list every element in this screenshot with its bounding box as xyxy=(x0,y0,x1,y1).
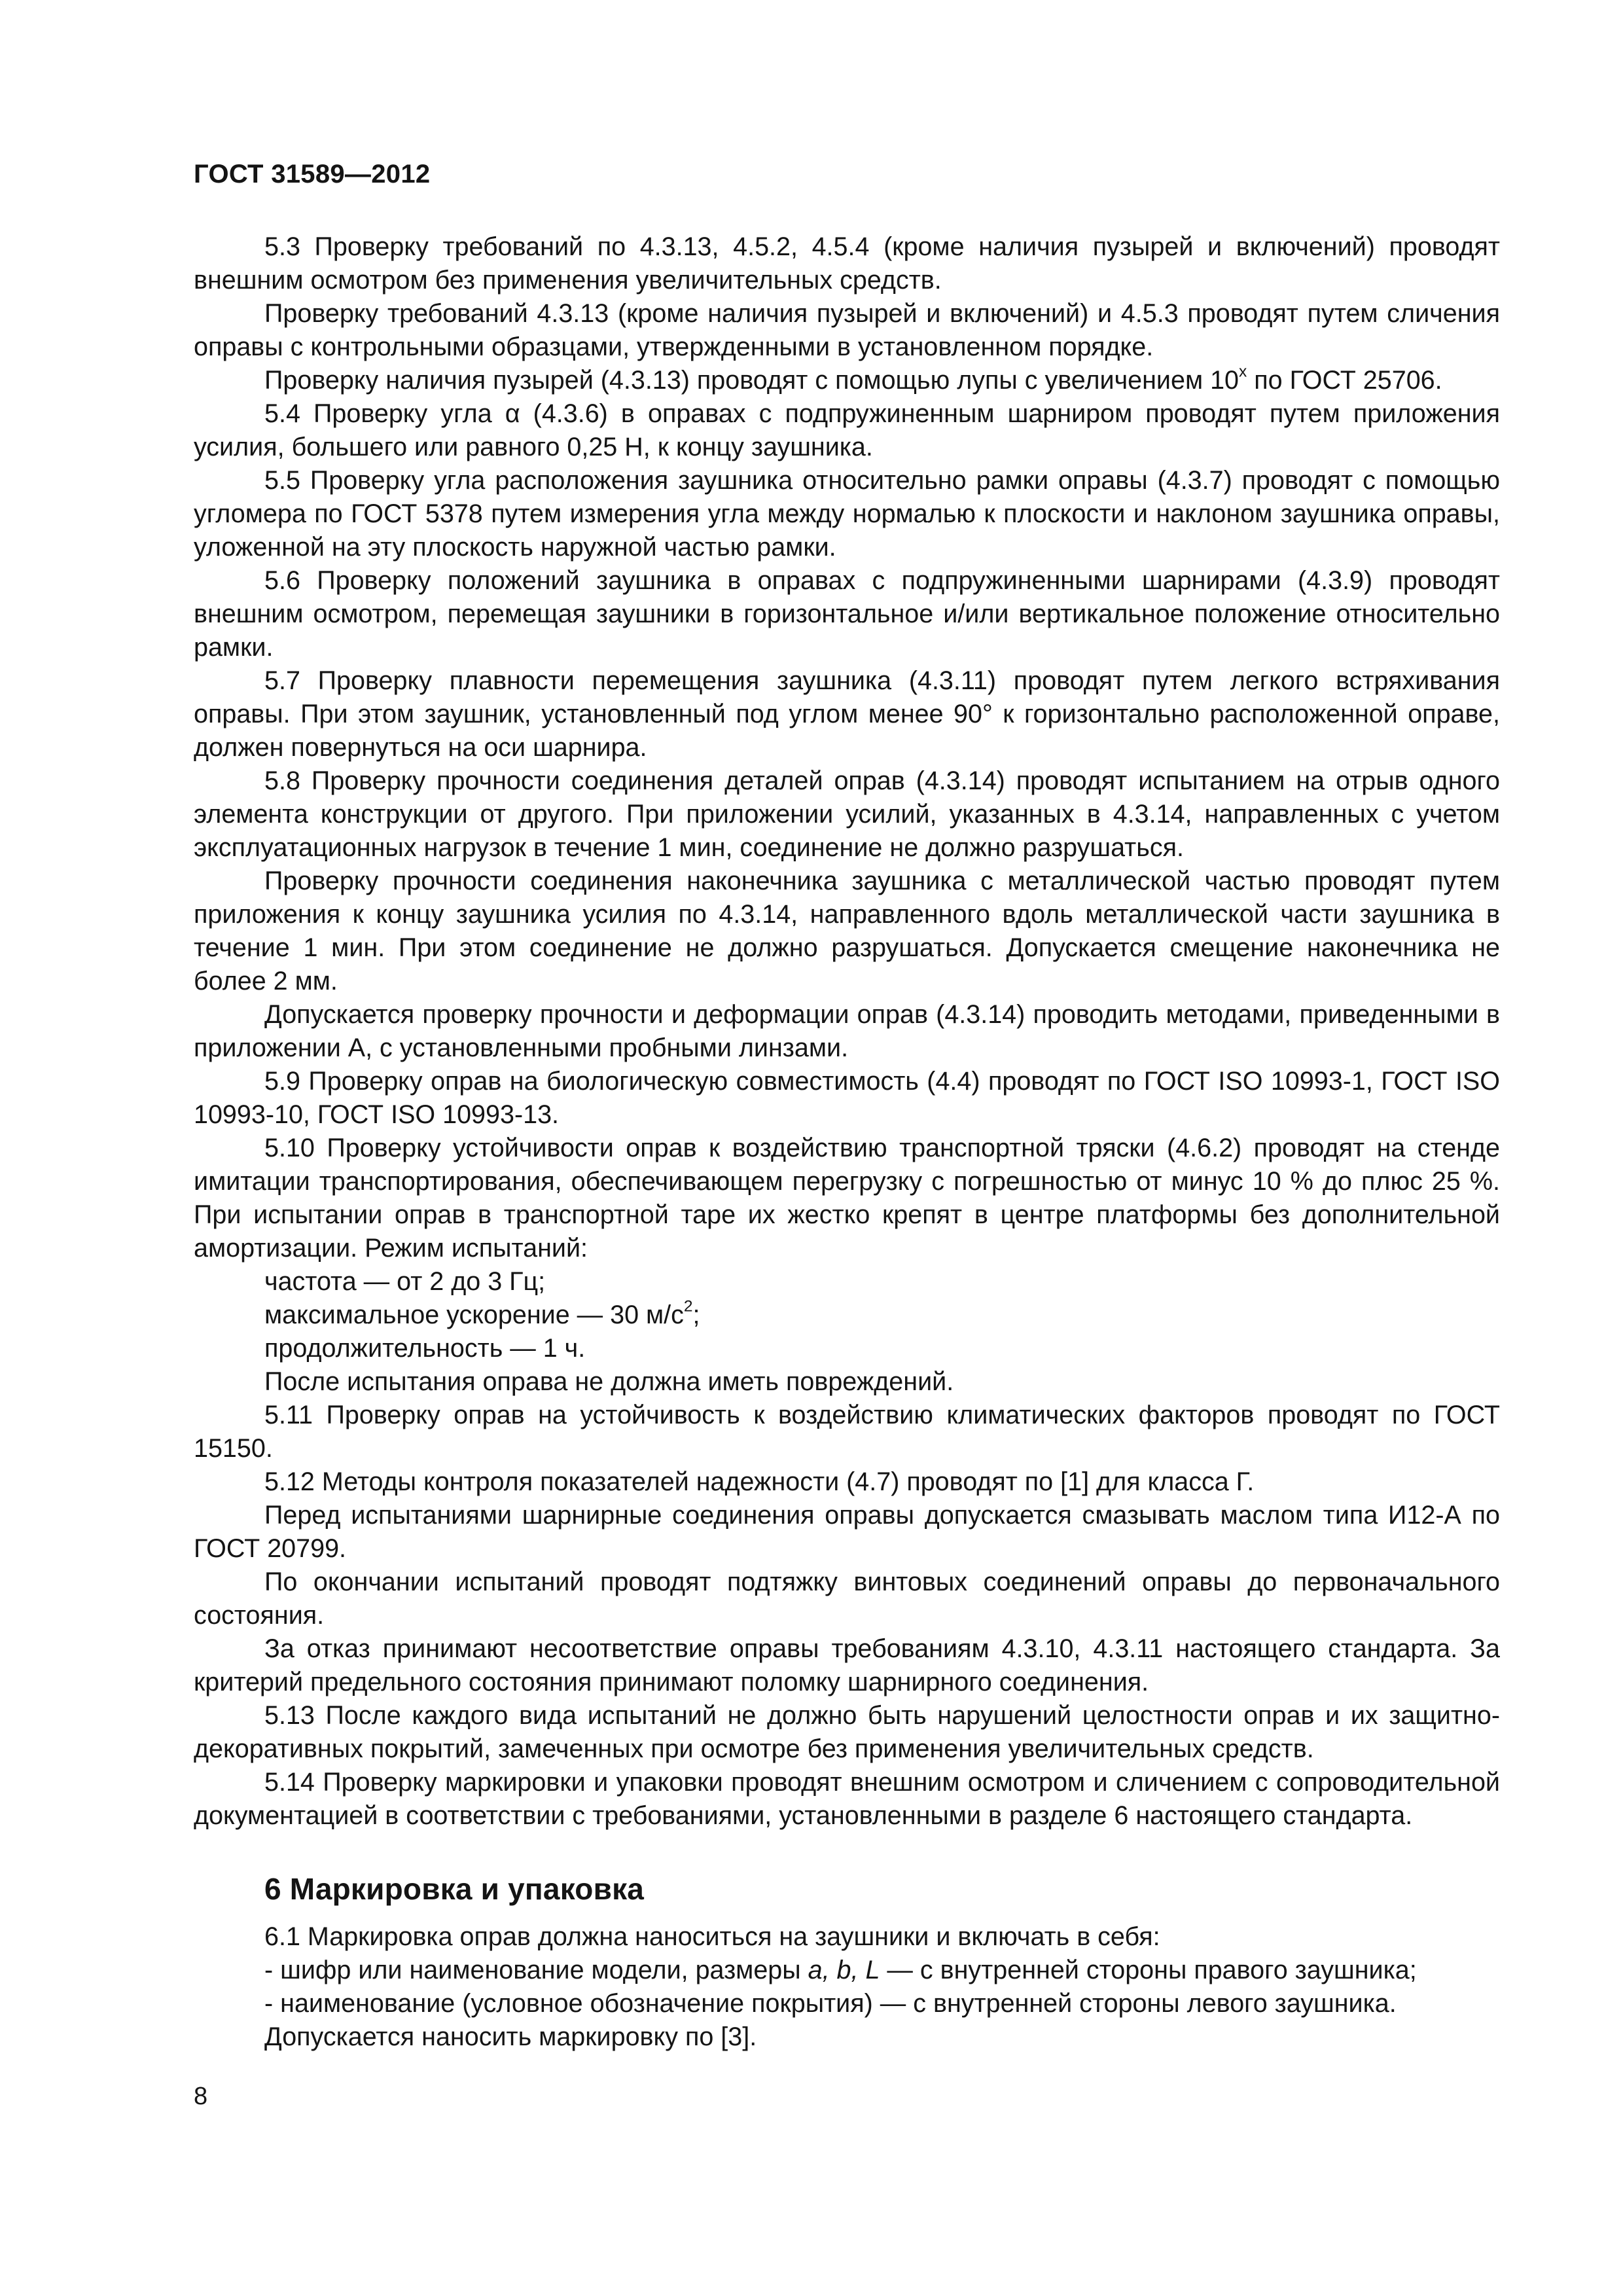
paragraph: 5.6 Проверку положений заушника в оправах с подпружиненными шарнирами (4.3.9) проводят внешним осмотром, перемещая заушники в горизонтальное и/или вертикальное положение относительно рамки. xyxy=(194,566,1500,662)
paragraph: 5.9 Проверку оправ на биологическую совместимость (4.4) проводят по ГОСТ ISO 10993-1, ГОСТ ISO 10993-10, ГОСТ ISO 10993-13. xyxy=(194,1067,1500,1129)
paragraph: Допускается проверку прочности и деформации оправ (4.3.14) проводить методами, приведенными в приложении А, с установленными пробными линзами. xyxy=(194,1000,1500,1062)
document-header: ГОСТ 31589—2012 xyxy=(194,160,431,188)
paragraph-text: по ГОСТ 25706. xyxy=(1247,366,1442,395)
paragraph: Проверку прочности соединения наконечника заушника с металлической частью проводят путем приложения к концу заушника усилия по 4.3.14, направленного вдоль металлической части заушника в течение 1 мин. При этом соединение не должно разрушаться. Допускается смещение наконечника не более 2 мм. xyxy=(194,867,1500,996)
paragraph: 5.12 Методы контроля показателей надежности (4.7) проводят по [1] для класса Г. xyxy=(264,1467,1255,1496)
list-line: частота — от 2 до 3 Гц; xyxy=(264,1267,546,1296)
paragraph: 5.4 Проверку угла α (4.3.6) в оправах с подпружиненным шарниром проводят путем приложения усилия, большего или равного 0,25 Н, к концу заушника. xyxy=(194,399,1500,461)
superscript: x xyxy=(1239,363,1247,381)
paragraph: 5.10 Проверку устойчивости оправ к воздействию транспортной тряски (4.6.2) проводят на стенде имитации транспортирования, обеспечивающем перегрузку с погрешностью от минус 10 % до плюс 25 %. При испытании оправ в транспортной таре их жестко крепят в центре платформы без дополнительной амортизации. Режим испытаний: xyxy=(194,1134,1500,1263)
paragraph: По окончании испытаний проводят подтяжку винтовых соединений оправы до первоначального состояния. xyxy=(194,1568,1500,1630)
paragraph-text: Проверку наличия пузырей (4.3.13) проводят с помощью лупы с увеличением 10 xyxy=(264,366,1240,395)
paragraph: Перед испытаниями шарнирные соединения оправы допускается смазывать маслом типа И12-А по ГОСТ 20799. xyxy=(194,1501,1500,1563)
paragraph: 6.1 Маркировка оправ должна наноситься на заушники и включать в себя: xyxy=(264,1922,1160,1951)
paragraph xyxy=(194,364,1500,397)
paragraph: Проверку требований 4.3.13 (кроме наличия пузырей и включений) и 4.5.3 проводят путем сличения оправы с контрольными образцами, утвержденными в установленном порядке. xyxy=(194,299,1500,361)
superscript: 2 xyxy=(683,1297,693,1316)
paragraph: 5.8 Проверку прочности соединения деталей оправ (4.3.14) проводят испытанием на отрыв одного элемента конструкции от другого. При приложении усилий, указанных в 4.3.14, направленных с учетом эксплуатационных нагрузок в течение 1 мин, соединение не должно разрушаться. xyxy=(194,766,1500,862)
paragraph: После испытания оправа не должна иметь повреждений. xyxy=(264,1367,954,1396)
list-line: продолжительность — 1 ч. xyxy=(264,1334,586,1363)
paragraph: 5.11 Проверку оправ на устойчивость к воздействию климатических факторов проводят по ГОСТ 15150. xyxy=(194,1401,1500,1463)
paragraph: 5.5 Проверку угла расположения заушника относительно рамки оправы (4.3.7) проводят с помощью угломера по ГОСТ 5378 путем измерения угла между нормалью к плоскости и наклоном заушника оправы, уложенной на эту плоскость наружной частью рамки. xyxy=(194,466,1500,562)
list-line xyxy=(194,1299,1500,1332)
paragraph: Допускается наносить маркировку по [3]. xyxy=(264,2022,757,2051)
paragraph: 5.3 Проверку требований по 4.3.13, 4.5.2, 4.5.4 (кроме наличия пузырей и включений) проводят внешним осмотром без применения увеличительных средств. xyxy=(194,232,1500,295)
list-item xyxy=(194,1954,1500,1987)
list-item: - наименование (условное обозначение покрытия) — с внутренней стороны левого заушника. xyxy=(264,1989,1397,2018)
italic-variables: a, b, L xyxy=(808,1956,880,1984)
paragraph: 5.13 После каждого вида испытаний не должно быть нарушений целостности оправ и их защитно-декоративных покрытий, замеченных при осмотре без применения увеличительных средств. xyxy=(194,1701,1500,1763)
document-body xyxy=(194,230,1500,2054)
section-heading: 6 Маркировка и упаковка xyxy=(264,1872,645,1906)
paragraph: За отказ принимают несоответствие оправы требованиям 4.3.10, 4.3.11 настоящего стандарта. За критерий предельного состояния принимают поломку шарнирного соединения. xyxy=(194,1634,1500,1696)
paragraph-text: — с внутренней стороны правого заушника; xyxy=(880,1956,1417,1984)
paragraph-text: максимальное ускорение — 30 м/с xyxy=(264,1300,684,1329)
paragraph: 5.7 Проверку плавности перемещения заушника (4.3.11) проводят путем легкого встряхивания оправы. При этом заушник, установленный под углом менее 90° к горизонтально расположенной оправе, должен повернуться на оси шарнира. xyxy=(194,666,1500,762)
paragraph-text: ; xyxy=(692,1300,700,1329)
page-number: 8 xyxy=(194,2083,208,2110)
paragraph: 5.14 Проверку маркировки и упаковки проводят внешним осмотром и сличением с сопроводительной документацией в соответствии с требованиями, установленными в разделе 6 настоящего стандарта. xyxy=(194,1768,1500,1830)
paragraph-text: - шифр или наименование модели, размеры xyxy=(264,1956,808,1984)
